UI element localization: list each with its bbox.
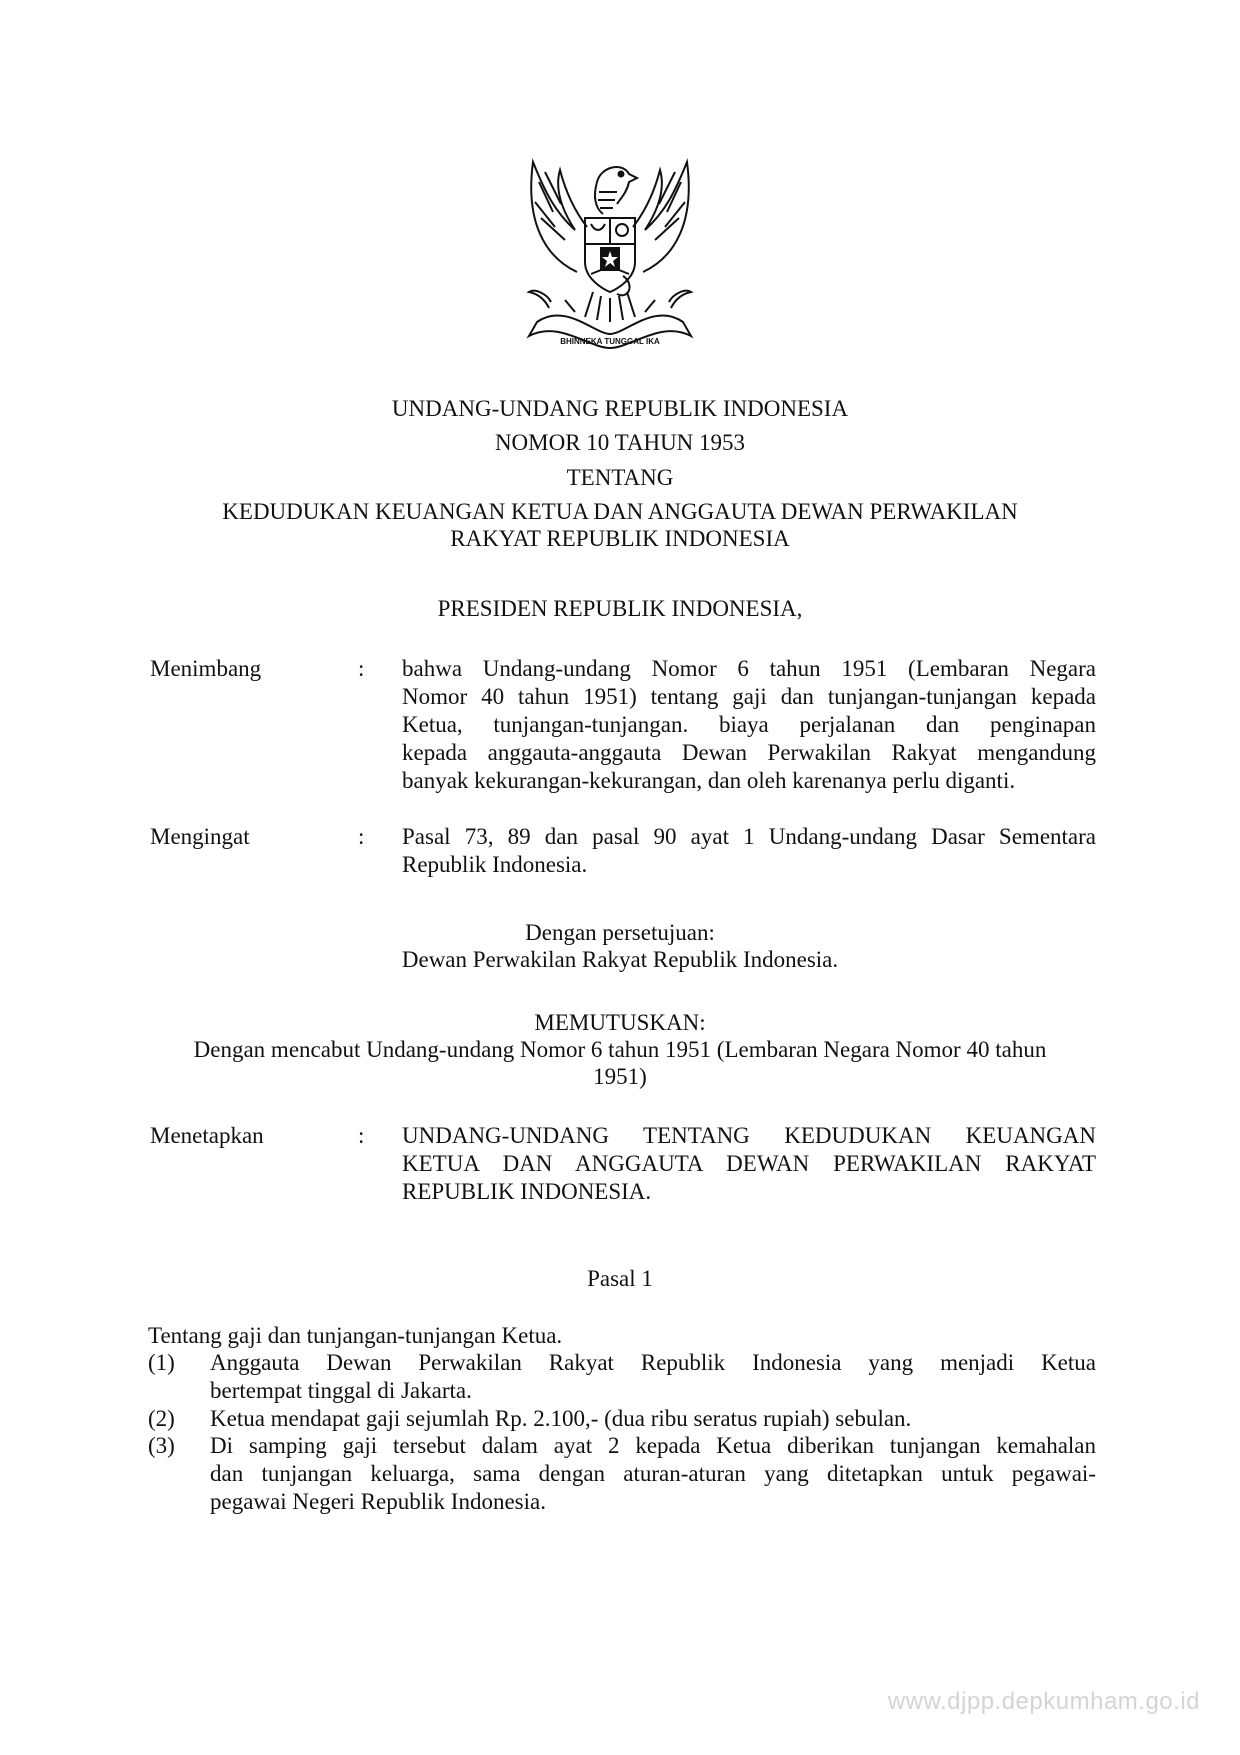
- pasal-1-intro-text: Tentang gaji dan tunjangan-tunjangan Ketua.: [148, 1323, 563, 1348]
- garuda-emblem-icon: [505, 152, 715, 357]
- menimbang-label: Menimbang: [150, 656, 262, 681]
- pasal-1-heading: Pasal 1: [587, 1266, 653, 1291]
- memutuskan-line-2: 1951): [593, 1064, 647, 1089]
- menetapkan-line: UNDANG-UNDANG TENTANG KEDUDUKAN KEUANGAN: [402, 1123, 1096, 1148]
- title-line-5: RAKYAT REPUBLIK INDONESIA: [450, 526, 790, 551]
- mengingat-colon: :: [358, 824, 365, 849]
- menetapkan-line: KETUA DAN ANGGAUTA DEWAN PERWAKILAN RAKYAT: [402, 1151, 1096, 1176]
- pasal-1-intro: [148, 1322, 1096, 1350]
- list-item-line: bertempat tinggal di Jakarta.: [210, 1378, 472, 1403]
- title-line-2: NOMOR 10 TAHUN 1953: [494, 430, 746, 455]
- mengingat-line: Pasal 73, 89 dan pasal 90 ayat 1 Undang-undang Dasar Sementara: [402, 824, 1096, 849]
- watermark: www.djpp.depkumham.go.id: [887, 1688, 1200, 1715]
- list-item-line: Di samping gaji tersebut dalam ayat 2 kepada Ketua diberikan tunjangan kemahalan: [210, 1433, 1096, 1458]
- list-item-line: pegawai Negeri Republik Indonesia.: [210, 1489, 546, 1514]
- menetapkan-line: REPUBLIK INDONESIA.: [402, 1179, 652, 1204]
- memutuskan-line-1: Dengan mencabut Undang-undang Nomor 6 tahun 1951 (Lembaran Negara Nomor 40 tahun: [193, 1037, 1047, 1062]
- menetapkan-label: Menetapkan: [150, 1123, 264, 1148]
- menimbang-colon: :: [358, 656, 365, 681]
- title-line-3: TENTANG: [566, 465, 674, 490]
- mengingat-line: Republik Indonesia.: [402, 852, 588, 877]
- mengingat-text: [402, 823, 1096, 879]
- list-item-number: (2): [148, 1406, 175, 1431]
- president-heading: PRESIDEN REPUBLIK INDONESIA,: [437, 596, 803, 621]
- menimbang-line: banyak kekurangan-kekurangan, dan oleh karenanya perlu diganti.: [402, 768, 1016, 793]
- list-item-number: (1): [148, 1350, 175, 1375]
- list-item-line: Anggauta Dewan Perwakilan Rakyat Republik Indonesia yang menjadi Ketua: [210, 1350, 1096, 1375]
- list-item-text: [210, 1432, 1096, 1516]
- list-item-line: dan tunjangan keluarga, sama dengan aturan-aturan yang ditetapkan untuk pegawai-: [210, 1461, 1096, 1486]
- menetapkan-text: [402, 1122, 1096, 1206]
- list-item-text: [210, 1405, 1096, 1433]
- emblem-motto: BHINNEKA TUNGGAL IKA: [560, 337, 660, 346]
- title-line-1: UNDANG-UNDANG REPUBLIK INDONESIA: [391, 396, 849, 421]
- list-item-number: (3): [148, 1433, 175, 1458]
- menimbang-line: kepada anggauta-anggauta Dewan Perwakilan Rakyat mengandung: [402, 740, 1096, 765]
- menetapkan-colon: :: [358, 1123, 365, 1148]
- menimbang-line: Ketua, tunjangan-tunjangan. biaya perjalanan dan penginapan: [402, 712, 1096, 737]
- persetujuan-line-1: Dengan persetujuan:: [525, 920, 715, 945]
- menimbang-line: Nomor 40 tahun 1951) tentang gaji dan tunjangan-tunjangan kepada: [402, 684, 1096, 709]
- list-item-text: [210, 1349, 1096, 1405]
- title-line-4: KEDUDUKAN KEUANGAN KETUA DAN ANGGAUTA DEWAN PERWAKILAN: [222, 499, 1018, 524]
- menimbang-text: [402, 655, 1096, 795]
- mengingat-label: Mengingat: [150, 824, 250, 849]
- menimbang-line: bahwa Undang-undang Nomor 6 tahun 1951 (Lembaran Negara: [402, 656, 1096, 681]
- memutuskan-heading: MEMUTUSKAN:: [534, 1010, 706, 1035]
- list-item-line: Ketua mendapat gaji sejumlah Rp. 2.100,- (dua ribu seratus rupiah) sebulan.: [210, 1406, 912, 1431]
- persetujuan-line-2: Dewan Perwakilan Rakyat Republik Indonesia.: [401, 947, 839, 972]
